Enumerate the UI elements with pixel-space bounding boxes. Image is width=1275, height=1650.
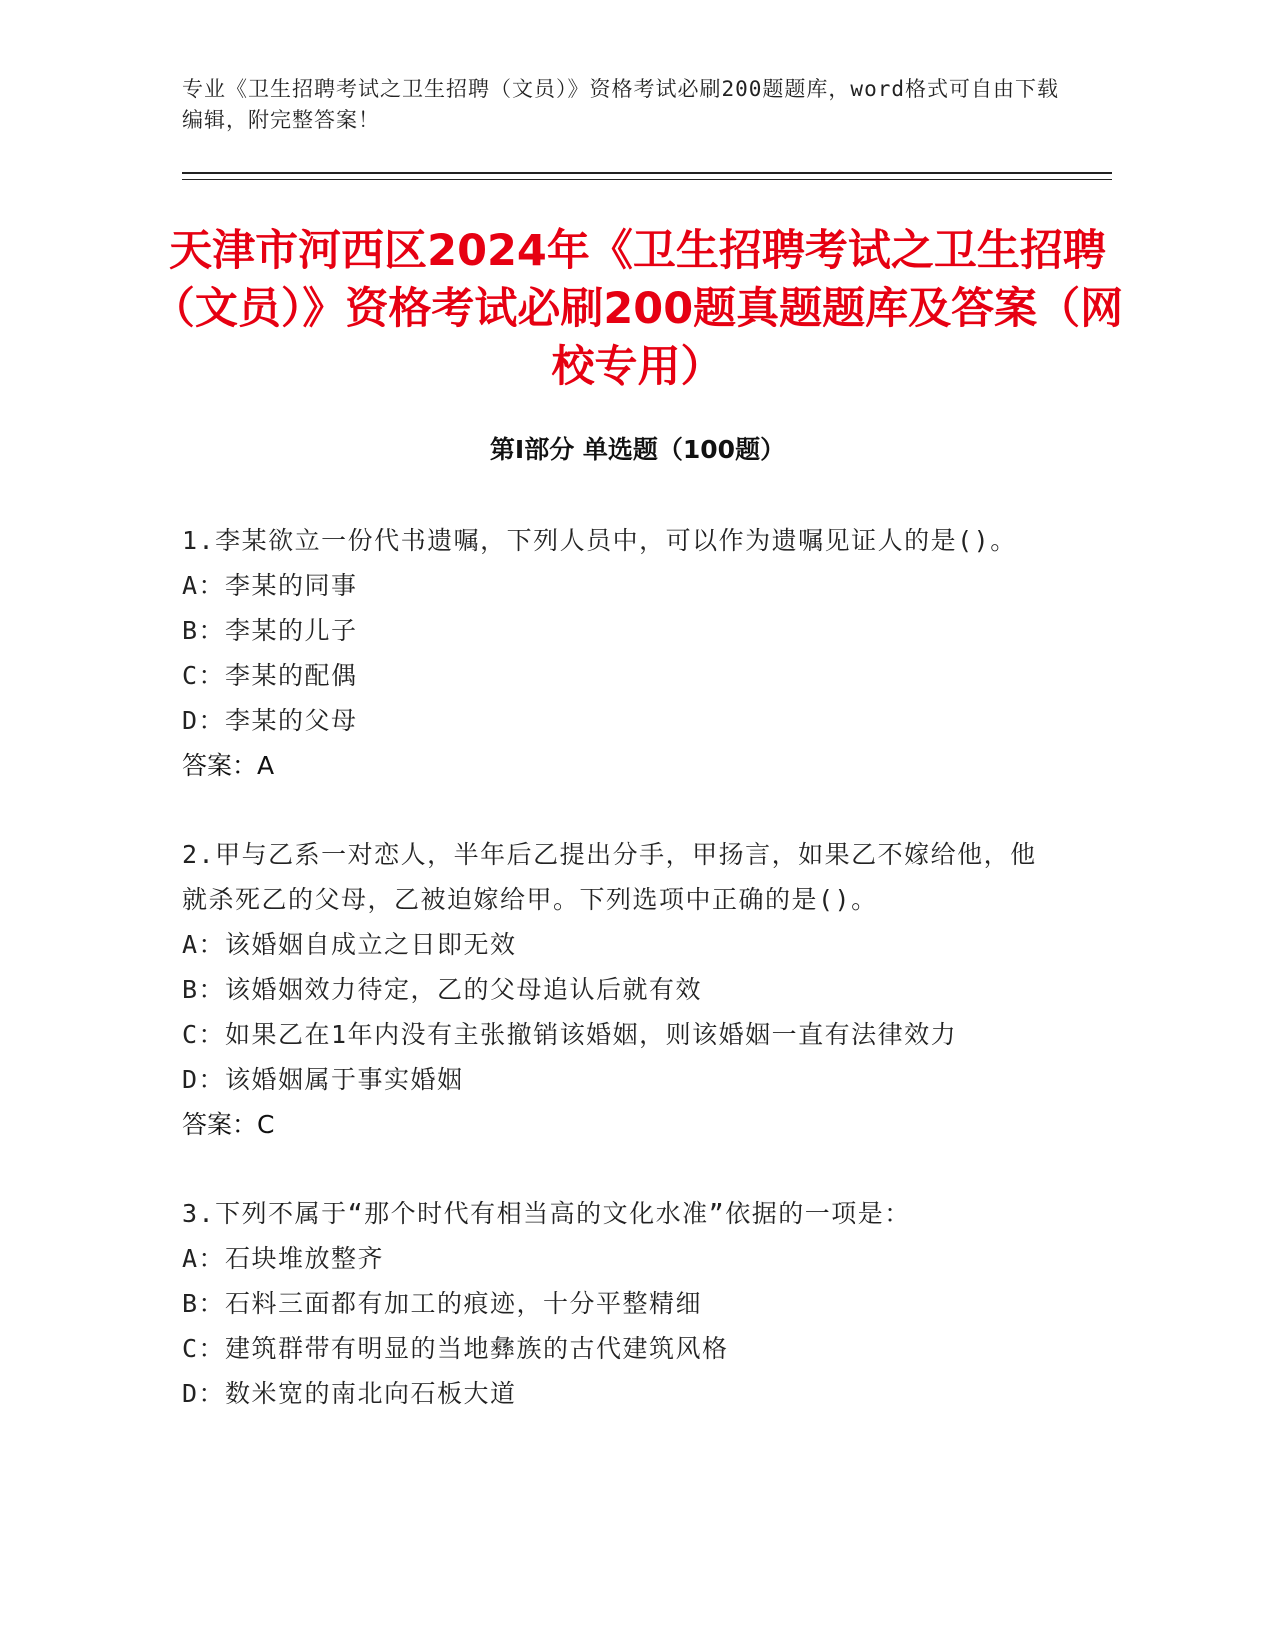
question-2 bbox=[182, 832, 1062, 1147]
option-c: C：如果乙在1年内没有主张撤销该婚姻，则该婚姻一直有法律效力 bbox=[182, 1020, 958, 1049]
answer-line: 答案：A bbox=[182, 751, 275, 780]
option-b: B：该婚姻效力待定，乙的父母追认后就有效 bbox=[182, 975, 703, 1004]
question-stem: 2.甲与乙系一对恋人，半年后乙提出分手，甲扬言，如果乙不嫁给他，他就杀死乙的父母，乙被迫嫁给甲。下列选项中正确的是()。 bbox=[182, 840, 1037, 914]
question-3 bbox=[182, 1191, 1062, 1416]
option-c: C：李某的配偶 bbox=[182, 661, 358, 690]
option-d: D：数米宽的南北向石板大道 bbox=[182, 1379, 517, 1408]
option-c: C：建筑群带有明显的当地彝族的古代建筑风格 bbox=[182, 1334, 729, 1363]
option-d: D：李某的父母 bbox=[182, 706, 358, 735]
option-a: A：李某的同事 bbox=[182, 571, 358, 600]
header-rule-thick bbox=[182, 172, 1112, 174]
document-title: 天津市河西区2024年《卫生招聘考试之卫生招聘（文员）》资格考试必刷200题真题题库及答案（网校专用） bbox=[151, 226, 1124, 392]
header-note: 专业《卫生招聘考试之卫生招聘（文员）》资格考试必刷200题题库，word格式可自由下载编辑，附完整答案！ bbox=[182, 77, 1059, 132]
option-b: B：李某的儿子 bbox=[182, 616, 358, 645]
answer-line: 答案：C bbox=[182, 1110, 275, 1139]
header-rule-thin bbox=[182, 179, 1112, 180]
option-d: D：该婚姻属于事实婚姻 bbox=[182, 1065, 464, 1094]
option-b: B：石料三面都有加工的痕迹，十分平整精细 bbox=[182, 1289, 703, 1318]
section-title: 第Ⅰ部分 单选题（100题） bbox=[489, 435, 786, 464]
question-stem: 3.下列不属于“那个时代有相当高的文化水准”依据的一项是： bbox=[182, 1199, 911, 1228]
question-1 bbox=[182, 518, 1062, 788]
option-a: A：该婚姻自成立之日即无效 bbox=[182, 930, 517, 959]
question-stem: 1.李某欲立一份代书遗嘱，下列人员中，可以作为遗嘱见证人的是()。 bbox=[182, 526, 1017, 555]
option-a: A：石块堆放整齐 bbox=[182, 1244, 385, 1273]
question-list bbox=[182, 518, 1062, 1460]
